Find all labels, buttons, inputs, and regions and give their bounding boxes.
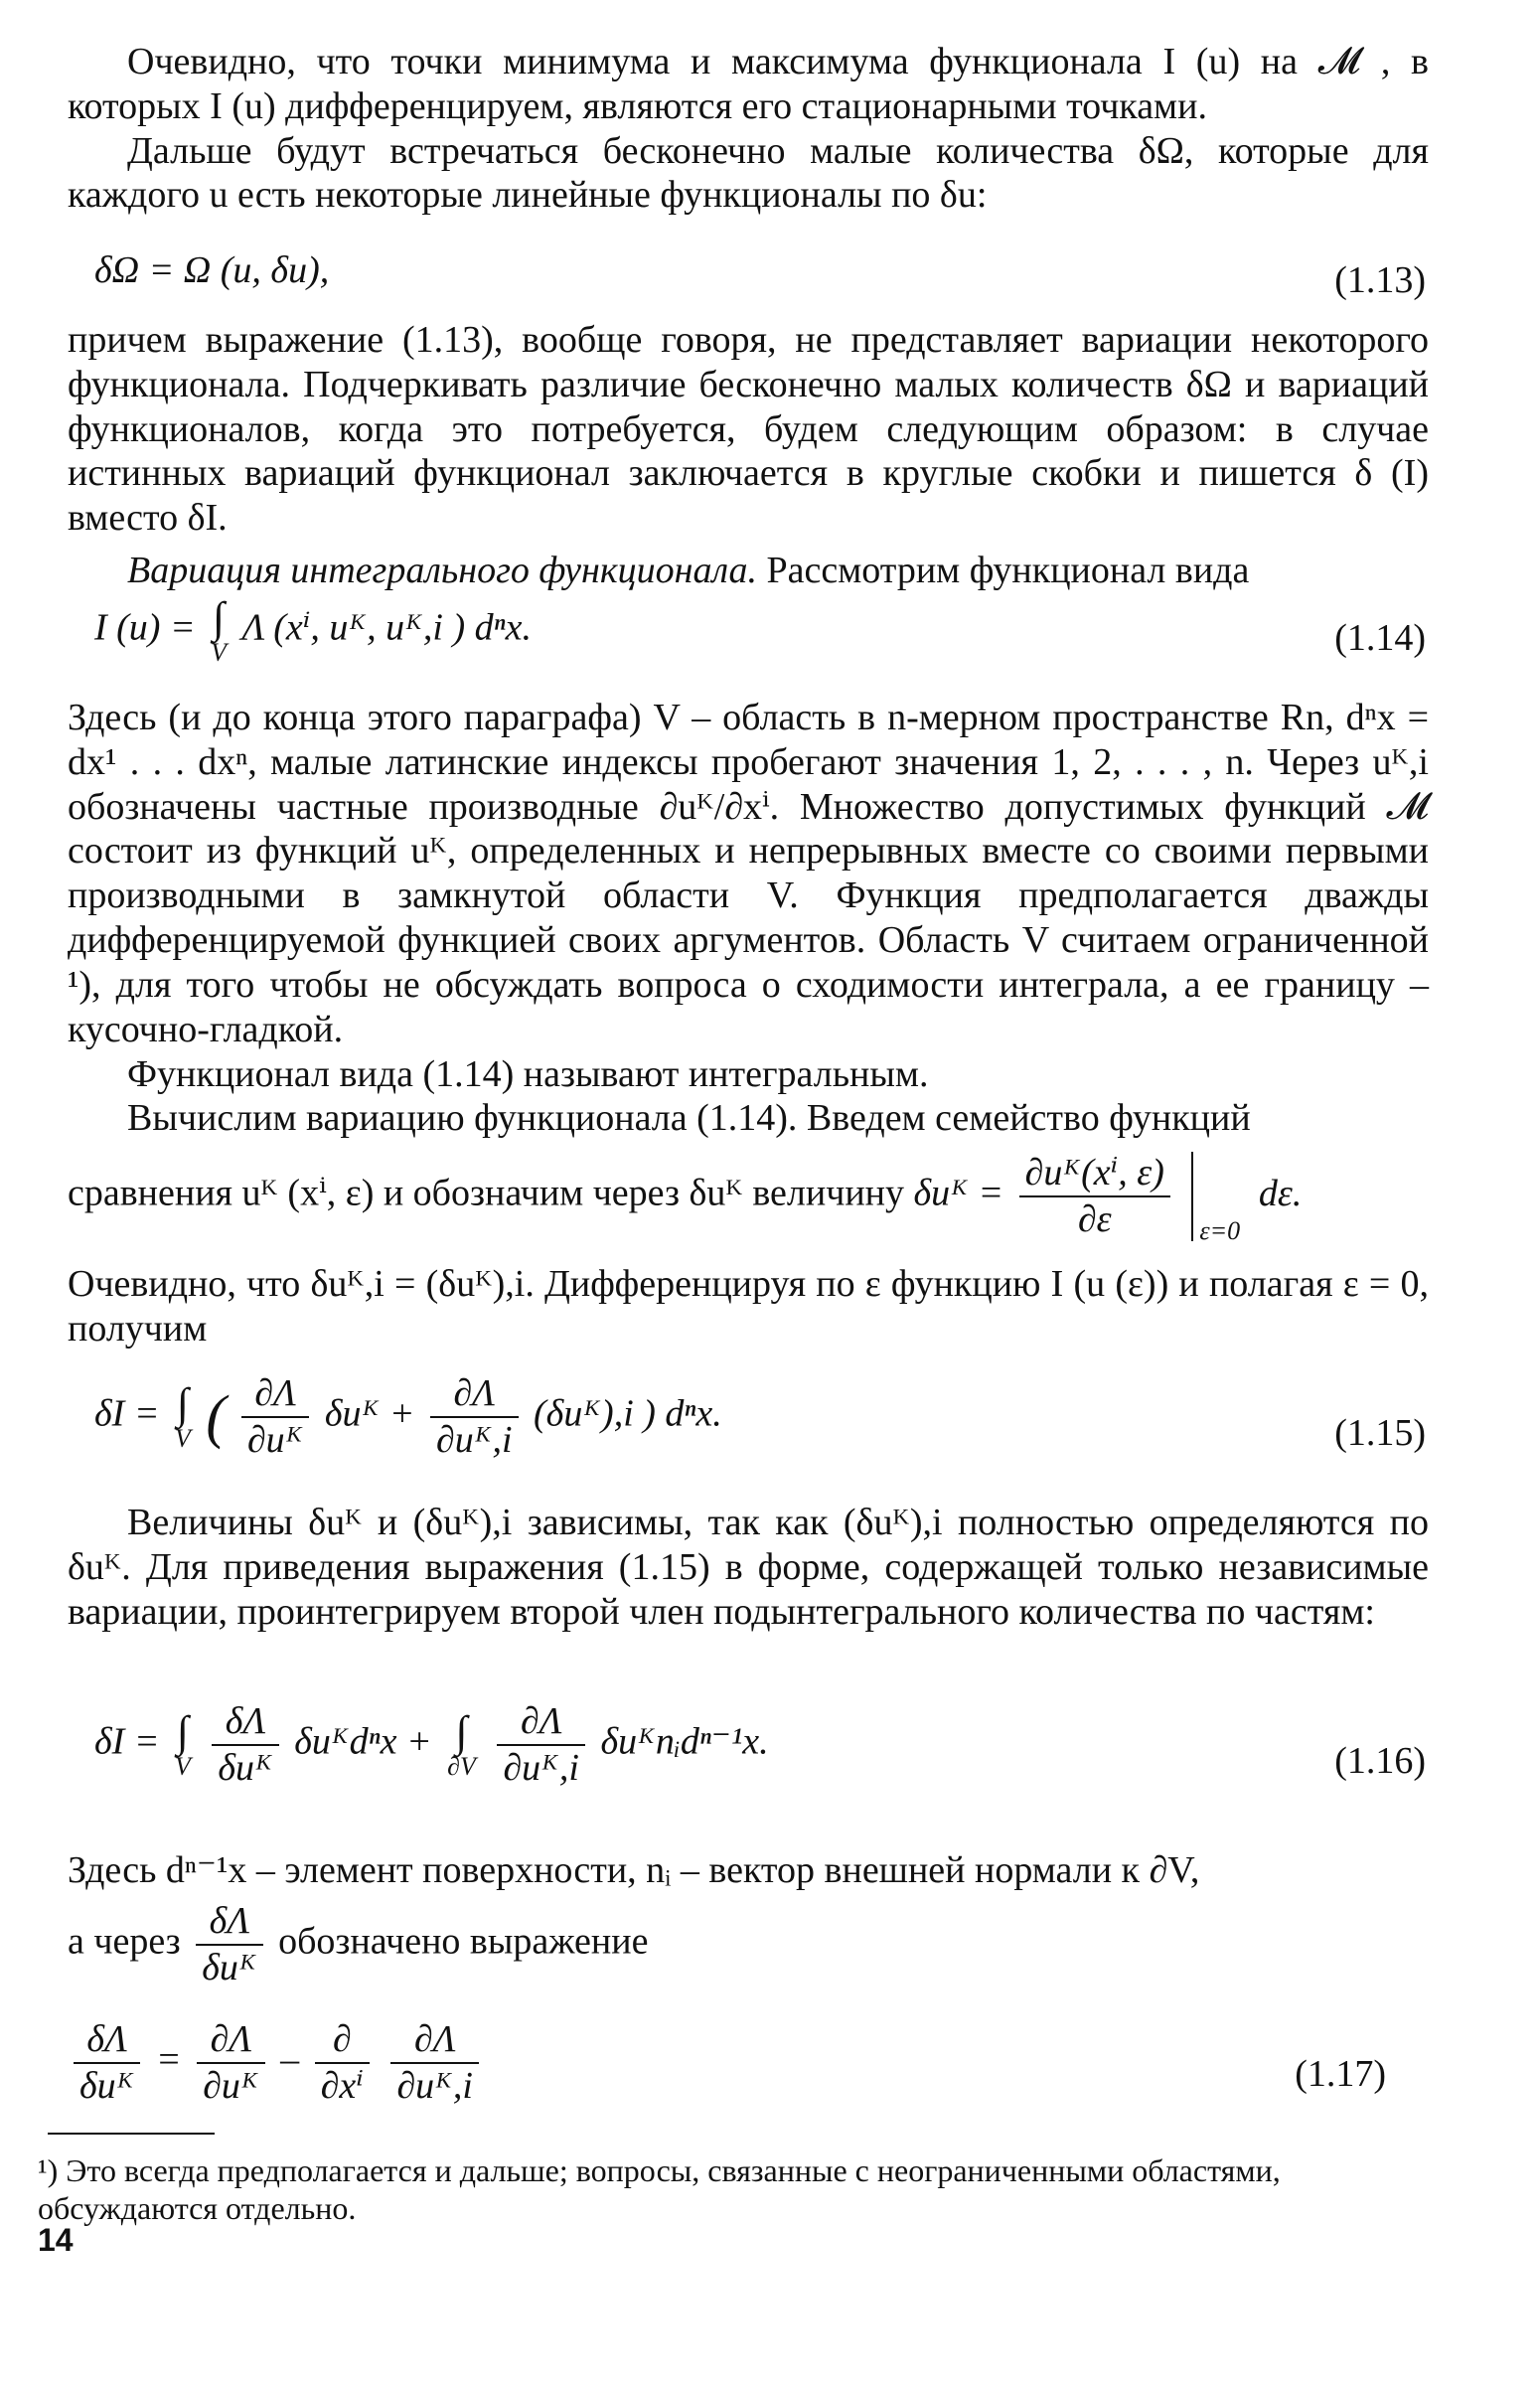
inline-fraction: [196, 1899, 262, 1990]
eq15-frac1: [241, 1371, 310, 1463]
eq15-mid: δuᴷ +: [324, 1392, 415, 1435]
eq16-d1: δuᴷ: [218, 1746, 273, 1789]
eq17-d4: ∂uᴷ,i: [396, 2064, 473, 2107]
text-p7a: Вычислим вариацию функционала (1.14). Введем семейство функций: [127, 1097, 1251, 1140]
eq17-equals: =: [155, 2038, 182, 2081]
eq16-frac2: [497, 1699, 585, 1791]
eq15-n1: ∂Λ: [241, 1371, 310, 1418]
eq16-n1: δΛ: [212, 1699, 278, 1746]
equation-1-14: [94, 593, 1426, 676]
equation-1-17: [68, 2017, 1426, 2127]
eq15-lhs: δI =: [94, 1392, 160, 1435]
eq16-number: (1.16): [1334, 1740, 1426, 1782]
eq17-frac1: [74, 2017, 140, 2109]
inline-frac-num: δΛ: [196, 1899, 262, 1946]
eq16-n2: ∂Λ: [497, 1699, 585, 1746]
section-heading: Вариация интегрального функционала.: [127, 550, 757, 591]
eq15-d2: ∂uᴷ,i: [435, 1418, 513, 1461]
eq17-frac4: [390, 2017, 479, 2109]
eq16-domain1: V: [174, 1751, 191, 1781]
text-p10: Здесь dⁿ⁻¹x – элемент поверхности, nᵢ – вектор внешней нормали к ∂V,: [68, 1849, 1200, 1891]
text-p5: Здесь (и до конца этого параграфа) V – область в n-мерном пространстве Rn, dⁿx = dx¹ . . . dxⁿ, малые латинские индексы пробегают значения 1, 2, . . . , n. Через uᴷ,i обозначены частные производные ∂uᴷ/∂xⁱ. Множество допустимых функций 𝓜 состоит из функций uᴷ, определенных и непрерывных вместе со своими первыми производными в замкнутой области V. Функция предполагается дважды дифференцируемой функцией своих аргументов. Область V считаем ограниченной ¹), для того чтобы не обсуждать вопроса о сходимости интеграла, а ее границу – кусочно-гладкой.: [68, 697, 1429, 1050]
eq16-tail: δuᴷnᵢdⁿ⁻¹x.: [600, 1720, 769, 1763]
var-lhs: δuᴷ =: [913, 1172, 1004, 1214]
paragraph-7b: [68, 1151, 1429, 1260]
var-num: ∂uᴷ(xⁱ, ε): [1019, 1151, 1170, 1197]
text-p9: Величины δuᴷ и (δuᴷ),i зависимы, так как (δuᴷ),i полностью определяются по δuᴷ. Для приведения выражения (1.15) в форме, содержащей только независимые вариации, проинтегрируем второй член подынтегрального количества по частям:: [68, 1502, 1429, 1633]
paragraph-3: [68, 318, 1429, 541]
footnote-rule: [48, 2133, 215, 2135]
text-p6: Функционал вида (1.14) называют интегральным.: [127, 1052, 929, 1095]
footnote: ¹) Это всегда предполагается и дальше; вопросы, связанные с неограниченными областями, обсуждаются отдельно.: [38, 2152, 1281, 2227]
text-p3: причем выражение (1.13), вообще говоря, не представляет вариации некоторого функционала. Подчеркивать различие бесконечно малых количеств δΩ и вариаций функционалов, когда это потребуется, будем следующим образом: в случае истинных вариаций функционал заключается в круглые скобки и пишется δ (I) вместо δI.: [68, 319, 1429, 540]
eq14-integrand: Λ (xⁱ, uᴷ, uᴷ,i ) dⁿx.: [241, 606, 532, 649]
text-p1: Очевидно, что точки минимума и максимума функционала I (u) на 𝓜 , в которых I (u) дифференцируем, являются его стационарными точками.: [68, 41, 1429, 127]
integral-sign: ∫ ∂V: [447, 1706, 476, 1781]
page-number: 14: [38, 2222, 74, 2258]
inline-frac-den: δuᴷ: [202, 1946, 257, 1988]
integral-sign: ∫ V: [211, 593, 227, 667]
paragraph-4: [68, 549, 1429, 593]
text-p2: Дальше будут встречаться бесконечно малые количества δΩ, которые для каждого u есть некоторые линейные функционалы по δu:: [68, 129, 1429, 217]
eq17-n1: δΛ: [74, 2017, 140, 2064]
text-p4: Рассмотрим функционал вида: [757, 550, 1250, 591]
var-den: ∂ε: [1077, 1197, 1112, 1240]
eq17-n4: ∂Λ: [390, 2017, 479, 2064]
eq13-formula: δΩ = Ω (u, δu),: [94, 249, 330, 291]
paragraph-8: [68, 1262, 1429, 1352]
var-tail: dε.: [1258, 1172, 1303, 1214]
eq15-n2: ∂Λ: [430, 1371, 519, 1418]
eq14-number: (1.14): [1334, 617, 1426, 659]
integral-sign: ∫ V: [174, 1378, 191, 1453]
paragraph-5: [68, 696, 1429, 1141]
paragraph-10: [68, 1848, 1429, 1989]
eq14-lhs: I (u) =: [94, 606, 196, 649]
eq16-d2: ∂uᴷ,i: [503, 1746, 579, 1789]
eq15-domain: V: [174, 1423, 191, 1453]
eq16-domain2: ∂V: [447, 1751, 476, 1781]
eq13-number: (1.13): [1334, 259, 1426, 301]
eq17-minus: –: [280, 2038, 300, 2081]
var-eval: ε=0: [1199, 1216, 1241, 1246]
eq17-d1: δuᴷ: [79, 2064, 135, 2107]
eq16-lhs: δI =: [94, 1720, 160, 1763]
equation-1-13: [94, 248, 1426, 308]
paragraph-9: [68, 1501, 1429, 1634]
text-p7b: сравнения uᴷ (xⁱ, ε) и обозначим через δuᴷ величину: [68, 1172, 904, 1214]
eq15-frac2: [430, 1371, 519, 1463]
eq17-d2: ∂uᴷ: [203, 2064, 259, 2107]
eq16-mid: δuᴷdⁿx +: [294, 1720, 432, 1763]
paragraph-1: [68, 40, 1429, 218]
eq17-number: (1.17): [1295, 2053, 1386, 2095]
evaluation-bar: [1191, 1152, 1241, 1246]
eq15-number: (1.15): [1334, 1412, 1426, 1454]
eq15-tail: (δuᴷ),i ) dⁿx.: [534, 1392, 722, 1435]
eq15-d1: ∂uᴷ: [246, 1418, 304, 1461]
eq17-n3: ∂: [315, 2017, 370, 2064]
eq16-frac1: [212, 1699, 278, 1791]
equation-1-15: δI = ∫ V ( $\frac{\partial\Lambda}{\text{∂uᴷ}}$ δuᴷ + $\frac{\partial\Lambda}{\text{∂uᴷ,i}}$ (δuᴷ),i ) dⁿx. (1.15): [94, 1372, 1426, 1461]
eq14-domain: V: [211, 638, 227, 667]
integral-sign: ∫ V: [174, 1706, 191, 1781]
eq17-n2: ∂Λ: [197, 2017, 265, 2064]
eq17-d3: ∂xⁱ: [320, 2064, 364, 2107]
equation-1-16: [94, 1699, 1426, 1809]
text-p11-pre: а через: [68, 1920, 181, 1963]
text-p11-post: обозначено выражение: [278, 1920, 649, 1963]
text-p8: Очевидно, что δuᴷ,i = (δuᴷ),i. Дифференцируя по ε функцию I (u (ε)) и полагая ε = 0, получим: [68, 1263, 1429, 1350]
eq17-frac3: [315, 2017, 370, 2109]
eq17-frac2: [197, 2017, 265, 2109]
var-fraction: [1019, 1151, 1170, 1242]
